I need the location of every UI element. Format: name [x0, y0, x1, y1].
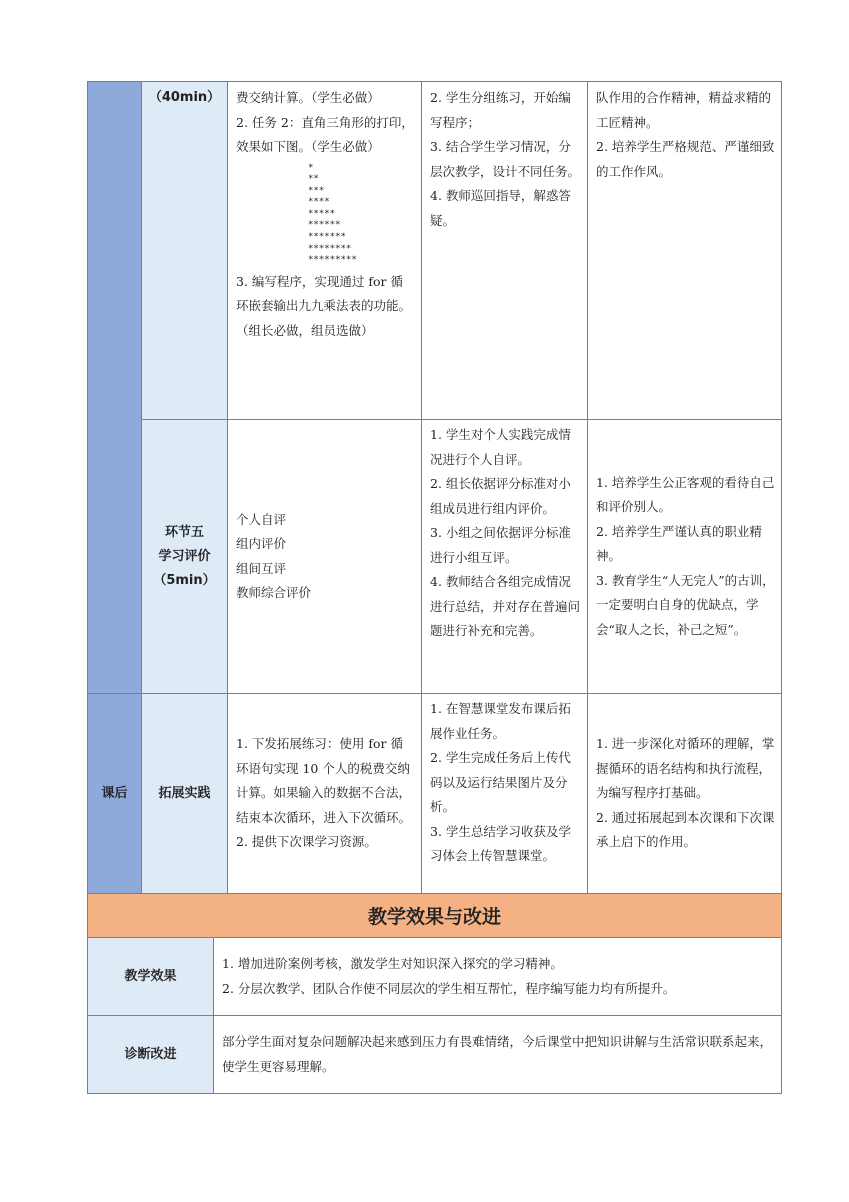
stage-time-cell [141, 81, 228, 420]
effect-line: 2. 分层次教学、团队合作使不同层次的学生相互帮忙，程序编写能力均有所提升。 [222, 980, 676, 996]
activity-item: 2. 学生完成任务后上传代码以及运行结果图片及分析。 [430, 750, 571, 814]
triangle-line: ******* [308, 232, 346, 243]
content-line: 费交纳计算。（学生必做） [236, 90, 380, 105]
triangle-output [236, 160, 415, 270]
stage-title: 学习评价 [158, 548, 211, 564]
extension-item: 2. 提供下次课学习资源。 [236, 834, 377, 850]
stage-cell-evaluation [141, 419, 228, 694]
activity-item: 1. 在智慧课堂发布课后拓展作业任务。 [430, 701, 571, 741]
phase-label: 课后 [101, 785, 128, 801]
extension-item: 1. 下发拓展练习：使用 for 循环语句实现 10 个人的税费交纳计算。如果输入的数据不合法，结束本次循环，进入下次循环。 [236, 736, 412, 825]
task3-text: 3. 编写程序，实现通过 for 循环嵌套输出九九乘法表的功能。（组长必做，组员选做） [236, 273, 412, 338]
stage-cell-extension [141, 693, 228, 894]
goal-cell-extension [587, 693, 782, 894]
activity-cell-evaluation [421, 419, 588, 694]
triangle-line: *** [308, 185, 325, 196]
activity-cell-practice [421, 81, 588, 420]
activity-item: 3. 结合学生学习情况，分层次教学，设计不同任务。 [430, 139, 581, 179]
evaluation-item: 个人自评 [236, 511, 287, 527]
activity-item: 4. 教师巡回指导，解惑答疑。 [430, 188, 571, 228]
goal-item: 2. 通过拓展起到本次课和下次课承上启下的作用。 [596, 809, 775, 850]
triangle-line: ** [308, 174, 319, 185]
section-header [87, 893, 782, 938]
section-title: 教学效果与改进 [367, 906, 501, 928]
triangle-line: * [308, 162, 314, 173]
stage-time-label: （40min） [148, 90, 221, 105]
effect-label: 教学效果 [124, 968, 177, 984]
goal-item: 2. 培养学生严格规范、严谨细致的工作作风。 [596, 139, 775, 179]
content-cell-practice [227, 81, 422, 420]
effect-line: 1. 增加进阶案例考核，激发学生对知识深入探究的学习精神。 [222, 956, 563, 971]
phase-cell-in-class [87, 81, 142, 694]
triangle-line: ********* [308, 255, 357, 266]
stage-title: 拓展实践 [158, 785, 211, 801]
stage-name: 环节五 [164, 524, 204, 540]
activity-cell-extension [421, 693, 588, 894]
triangle-line: **** [308, 197, 330, 208]
activity-item: 1. 学生对个人实践完成情况进行个人自评。 [430, 427, 571, 467]
goal-item: 1. 进一步深化对循环的理解，掌握循环的语名结构和执行流程，为编写程序打基础。 [596, 736, 775, 801]
improve-text: 部分学生面对复杂问题解决起来感到压力有畏难情绪，今后课堂中把知识讲解与生活常识联系起来，使学生更容易理解。 [222, 1034, 773, 1074]
task2-text: 2. 任务 2：直角三角形的打印，效果如下图。（学生必做） [236, 114, 414, 154]
improve-label: 诊断改进 [124, 1046, 177, 1062]
content-cell-extension [227, 693, 422, 894]
activity-item: 4. 教师结合各组完成情况进行总结，并对存在普遍问题进行补充和完善。 [430, 574, 581, 638]
activity-item: 3. 学生总结学习收获及学习体会上传智慧课堂。 [430, 823, 571, 863]
evaluation-item: 教师综合评价 [236, 585, 312, 600]
stage-duration: （5min） [153, 572, 216, 588]
activity-item: 2. 学生分组练习，开始编写程序； [430, 90, 571, 130]
content-cell-evaluation [227, 419, 422, 694]
goal-item: 2. 培养学生严谨认真的职业精神。 [596, 523, 762, 564]
goal-item: 1. 培养学生公正客观的看待自己和评价别人。 [596, 474, 775, 515]
improve-content-cell [213, 1015, 782, 1094]
effect-label-cell [87, 937, 214, 1016]
goal-item: 队作用的合作精神，精益求精的工匠精神。 [596, 90, 772, 130]
activity-item: 3. 小组之间依据评分标准进行小组互评。 [430, 525, 571, 565]
triangle-line: ****** [308, 220, 341, 231]
goal-cell-evaluation [587, 419, 782, 694]
evaluation-item: 组内评价 [236, 536, 287, 551]
goal-cell-practice [587, 81, 782, 420]
improve-label-cell [87, 1015, 214, 1094]
triangle-line: ***** [308, 208, 336, 219]
effect-content-cell [213, 937, 782, 1016]
triangle-line: ******** [308, 243, 352, 254]
phase-cell-after-class [87, 693, 142, 894]
activity-item: 2. 组长依据评分标准对小组成员进行组内评价。 [430, 476, 571, 516]
evaluation-item: 组间互评 [236, 560, 287, 576]
goal-item: 3. 教育学生“人无完人”的古训，一定要明白自身的优缺点，学会“取人之长，补己之短”。 [596, 572, 775, 637]
